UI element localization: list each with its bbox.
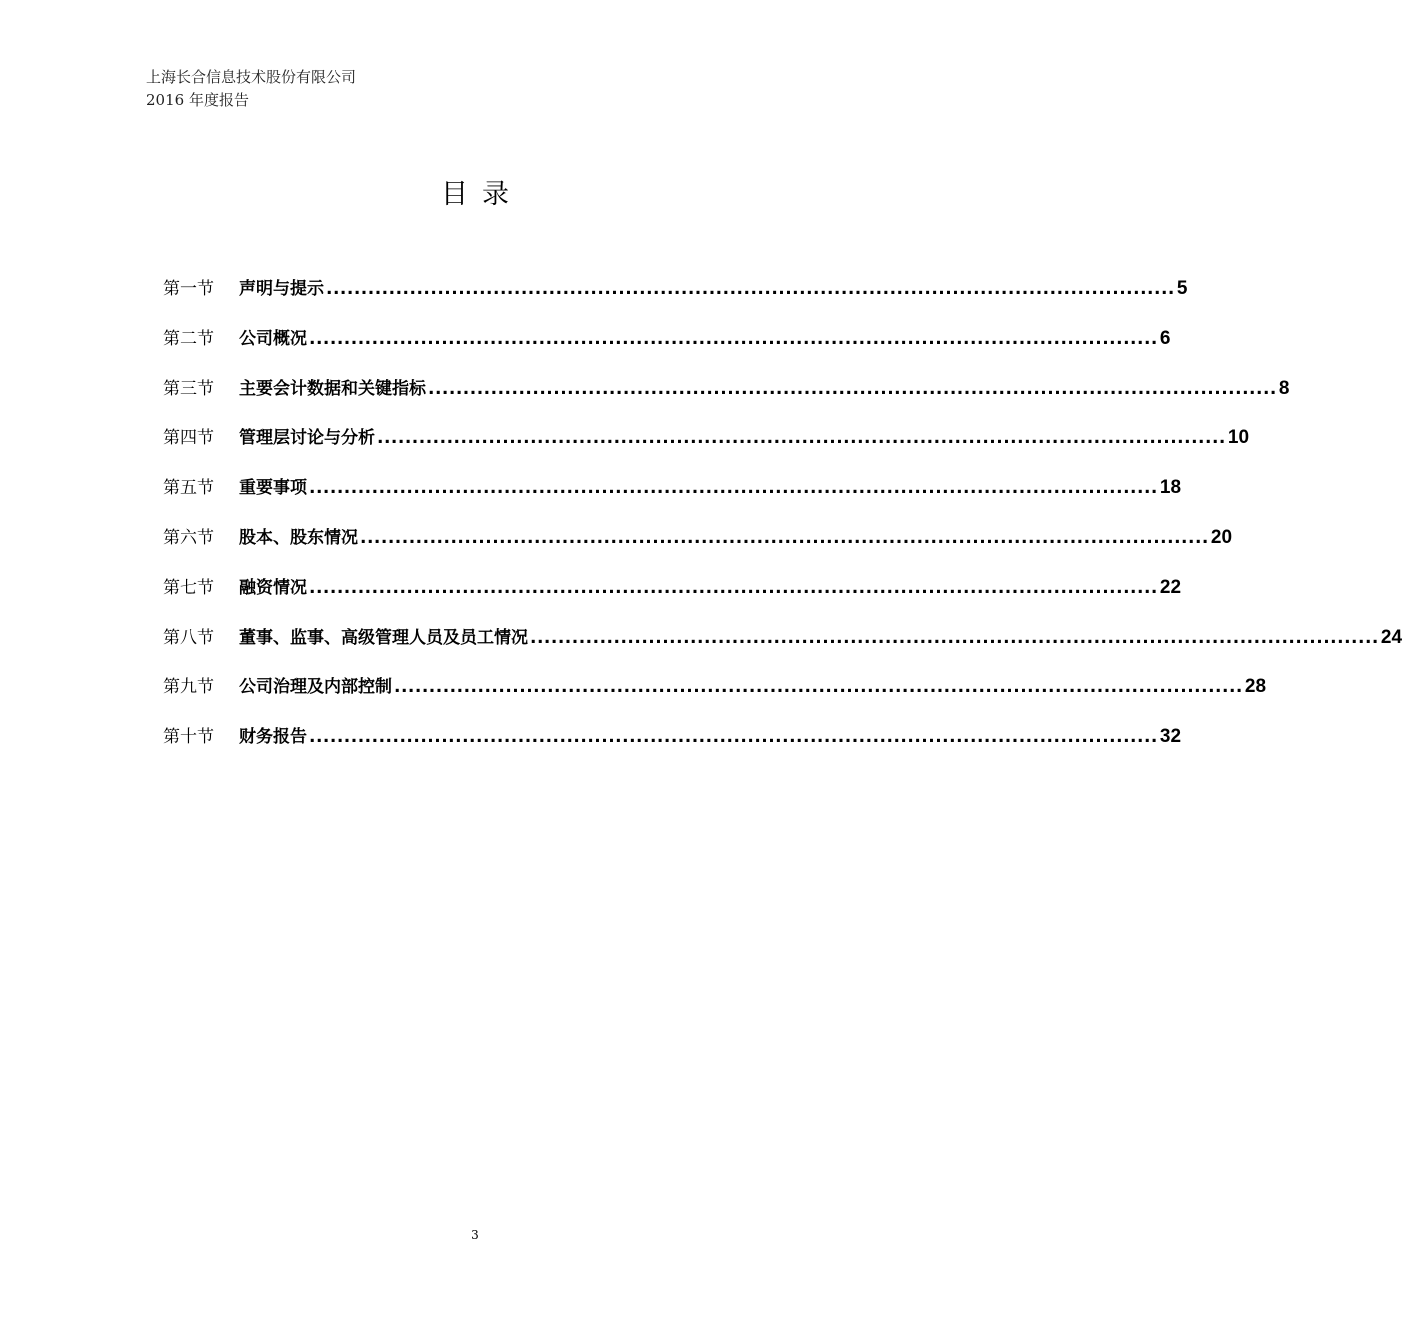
table-of-contents (163, 274, 1402, 772)
toc-title: 财务报告 (239, 727, 307, 748)
toc-entry-4[interactable] (163, 423, 1250, 473)
toc-section: 第四节 (163, 428, 214, 449)
header-report: 2016 年度报告 (146, 91, 249, 109)
header-company: 上海长合信息技术股份有限公司 (146, 68, 357, 86)
toc-entry-1[interactable] (163, 274, 1188, 324)
toc-section: 第八节 (163, 627, 214, 648)
page-title: 目录 (441, 179, 523, 210)
dot-leader: .......................................................................................................................... (394, 677, 1243, 698)
toc-entry-9[interactable] (163, 672, 1267, 722)
toc-page: 24 (1380, 626, 1402, 648)
toc-title: 公司概况 (239, 328, 307, 349)
toc-section: 第一节 (163, 279, 214, 299)
toc-section: 第九节 (163, 677, 214, 698)
toc-page: 5 (1176, 278, 1188, 299)
toc-page: 28 (1244, 676, 1267, 698)
toc-title: 股本、股东情况 (239, 527, 358, 548)
dot-leader: .......................................................................................................................... (326, 279, 1175, 299)
toc-title: 主要会计数据和关键指标 (239, 378, 426, 399)
page-number: 3 (471, 1228, 479, 1242)
toc-title: 融资情况 (239, 577, 307, 598)
toc-title: 声明与提示 (239, 279, 324, 299)
toc-entry-3[interactable] (163, 374, 1290, 424)
running-header (146, 66, 356, 112)
toc-section: 第二节 (163, 328, 214, 349)
toc-section: 第十节 (163, 727, 214, 748)
toc-page: 18 (1159, 477, 1182, 499)
toc-section: 第六节 (163, 527, 214, 548)
toc-page: 32 (1159, 726, 1182, 748)
dot-leader: .......................................................................................................................... (309, 727, 1158, 748)
toc-title: 重要事项 (239, 478, 307, 499)
toc-section: 第五节 (163, 478, 214, 499)
dot-leader: .......................................................................................................................... (360, 527, 1209, 548)
toc-entry-6[interactable] (163, 523, 1233, 573)
toc-entry-2[interactable] (163, 324, 1171, 374)
dot-leader: .......................................................................................................................... (428, 378, 1277, 399)
toc-title: 管理层讨论与分析 (239, 428, 375, 449)
toc-entry-7[interactable] (163, 573, 1182, 623)
dot-leader: .......................................................................................................................... (309, 328, 1158, 349)
toc-title: 董事、监事、高级管理人员及员工情况 (239, 627, 528, 648)
toc-entry-5[interactable] (163, 473, 1182, 523)
toc-entry-10[interactable] (163, 722, 1182, 772)
toc-section: 第七节 (163, 577, 214, 598)
toc-page: 10 (1227, 427, 1250, 449)
toc-page: 8 (1278, 377, 1290, 399)
dot-leader: .......................................................................................................................... (309, 478, 1158, 499)
dot-leader: .......................................................................................................................... (309, 577, 1158, 598)
toc-page: 22 (1159, 576, 1182, 598)
dot-leader: .......................................................................................................................... (377, 428, 1226, 449)
toc-title: 公司治理及内部控制 (239, 677, 392, 698)
toc-page: 6 (1159, 327, 1171, 349)
toc-page: 20 (1210, 526, 1233, 548)
toc-entry-8[interactable] (163, 623, 1402, 673)
dot-leader: .......................................................................................................................... (530, 627, 1379, 648)
toc-section: 第三节 (163, 378, 214, 399)
